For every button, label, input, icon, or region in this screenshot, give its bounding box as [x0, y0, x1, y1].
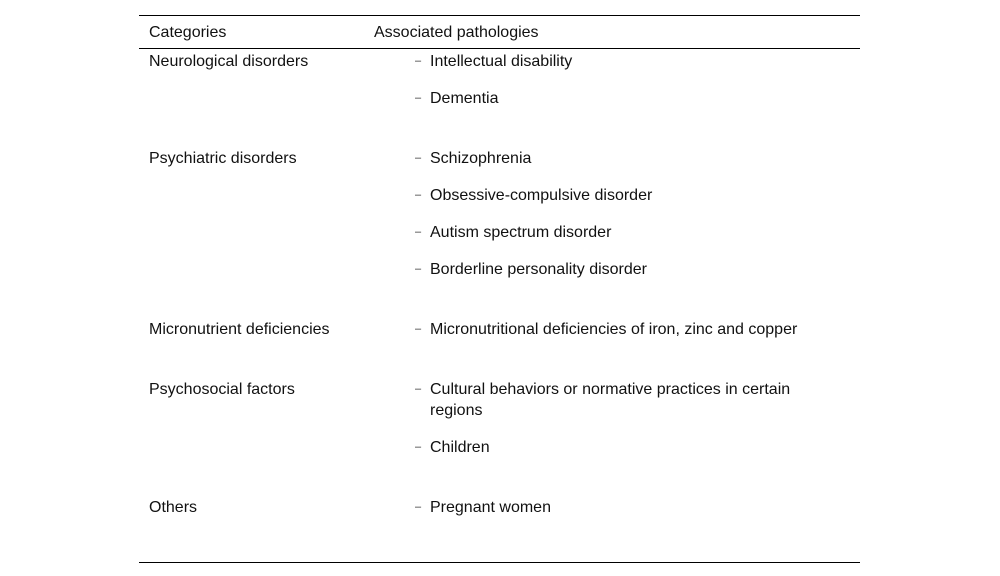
category-neurological: Neurological disorders [149, 53, 309, 70]
pathology-text: Schizophrenia [430, 150, 532, 167]
pathologies-table [139, 15, 860, 563]
dash-icon: – [415, 152, 422, 164]
dash-icon: – [415, 189, 422, 201]
pathology-text: Cultural behaviors or normative practices in certain regions [430, 381, 791, 419]
dash-icon: – [415, 55, 422, 67]
dash-icon: – [415, 92, 422, 104]
dash-icon: – [415, 501, 422, 513]
pathology-text: Obsessive-compulsive disorder [430, 187, 653, 204]
header-associated-pathologies: Associated pathologies [374, 24, 539, 41]
pathology-text: Dementia [430, 90, 499, 107]
pathology-text: Autism spectrum disorder [430, 224, 612, 241]
dash-icon: – [415, 263, 422, 275]
dash-icon: – [415, 226, 422, 238]
pathology-text: Borderline personality disorder [430, 261, 647, 278]
dash-icon: – [415, 323, 422, 335]
category-psychosocial: Psychosocial factors [149, 381, 295, 398]
dash-icon: – [415, 441, 422, 453]
pathology-text: Intellectual disability [430, 53, 573, 70]
dash-icon: – [415, 383, 422, 395]
category-others: Others [149, 499, 198, 516]
pathology-text: Children [430, 439, 490, 456]
table-header-row [139, 16, 860, 49]
pathology-text: Micronutritional deficiencies of iron, zinc and copper [430, 321, 798, 338]
category-psychiatric: Psychiatric disorders [149, 150, 297, 167]
category-micronutrient: Micronutrient deficiencies [149, 321, 330, 338]
pathology-text: Pregnant women [430, 499, 551, 516]
header-categories: Categories [149, 24, 227, 41]
